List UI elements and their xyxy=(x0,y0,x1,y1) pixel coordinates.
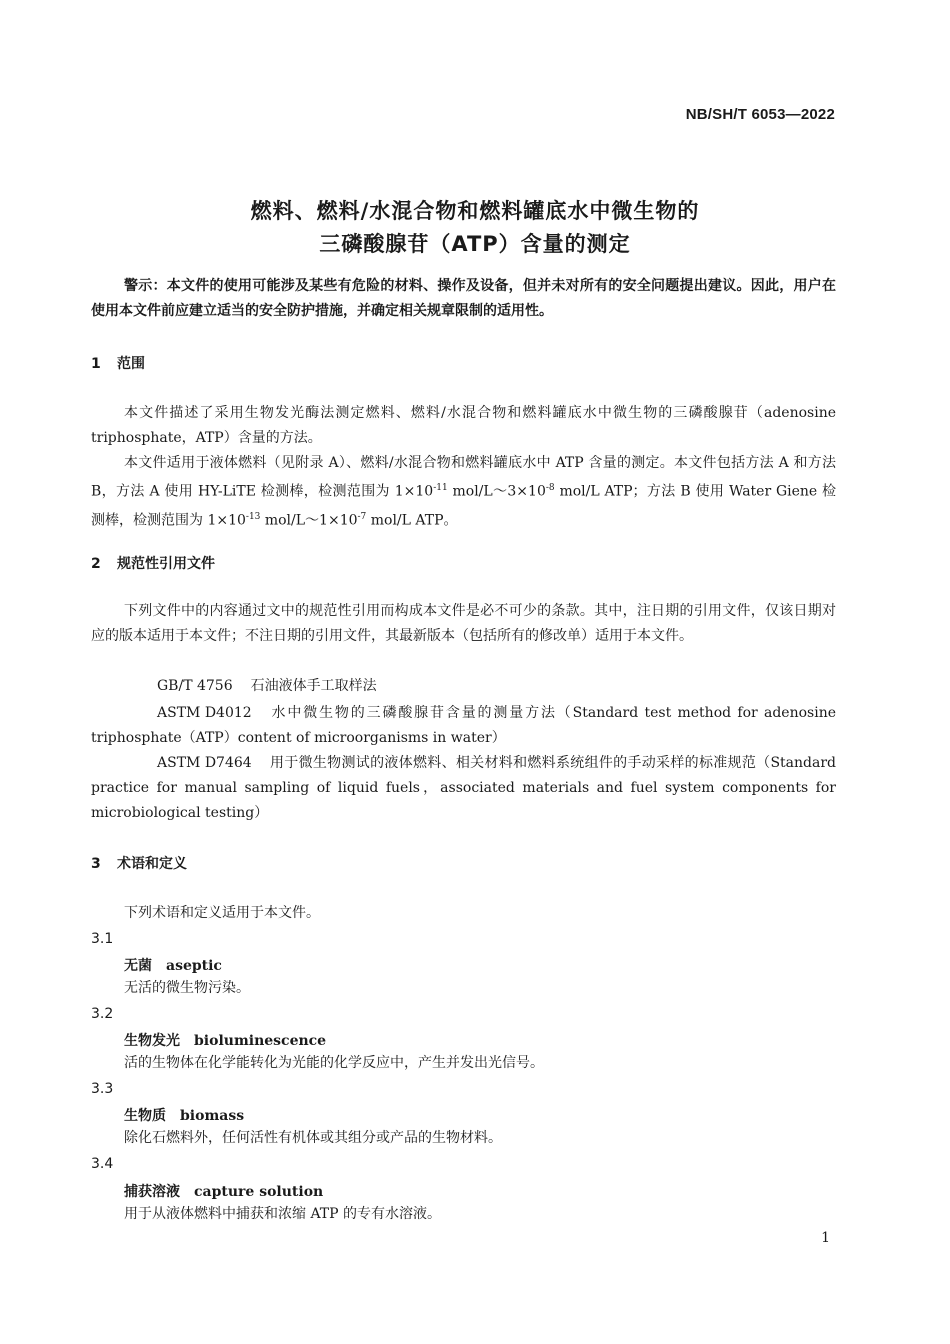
term-heading xyxy=(124,955,222,975)
reference-code: ASTM D4012 xyxy=(157,705,252,721)
term-zh: 生物质 xyxy=(124,1108,166,1124)
term-zh: 生物发光 xyxy=(124,1033,180,1049)
section-number: 3 xyxy=(91,856,101,872)
section-number: 1 xyxy=(91,356,101,372)
term-definition: 除化石燃料外，任何活性有机体或其组分或产品的生物材料。 xyxy=(124,1130,502,1146)
term-number: 3.1 xyxy=(91,931,114,947)
term-en: aseptic xyxy=(166,958,222,974)
term-definition: 无活的微生物污染。 xyxy=(124,980,250,996)
term-definition: 活的生物体在化学能转化为光能的化学反应中，产生并发出光信号。 xyxy=(124,1055,544,1071)
term-heading xyxy=(124,1030,326,1050)
reference-title: 水中微生物的三磷酸腺苷含量的测量方法（Standard test method for adenosine triphosphate（ATP）content of microorganisms in water） xyxy=(91,705,836,746)
exponent: -13 xyxy=(245,511,261,522)
section-number: 2 xyxy=(91,556,101,572)
scope-paragraph-2 xyxy=(91,451,836,533)
term-en: biomass xyxy=(180,1108,245,1124)
term-zh: 无菌 xyxy=(124,958,152,974)
section-title: 术语和定义 xyxy=(117,856,187,872)
term-heading xyxy=(124,1181,323,1201)
section-3-heading xyxy=(91,853,187,873)
normative-intro-paragraph: 下列文件中的内容通过文中的规范性引用而构成本文件是必不可少的条款。其中，注日期的引用文件，仅该日期对应的版本适用于本文件；不注日期的引用文件，其最新版本（包括所有的修改单）适用于本文件。 xyxy=(91,603,836,644)
terms-intro: 下列术语和定义适用于本文件。 xyxy=(124,905,320,921)
section-title: 范围 xyxy=(117,356,145,372)
exponent: -11 xyxy=(433,483,448,493)
term-heading xyxy=(124,1105,244,1125)
reference-title: 石油液体手工取样法 xyxy=(250,678,377,694)
section-2-heading xyxy=(91,553,215,573)
document-title-line2: 三磷酸腺苷（ATP）含量的测定 xyxy=(319,232,631,256)
scope-text: mol/L ATP。 xyxy=(366,512,458,529)
reference-title: 用于微生物测试的液体燃料、相关材料和燃料系统组件的手动采样的标准规范（Standard practice for manual sampling of liquid fuels，associated materials and fuel system components for microbiological testing） xyxy=(91,755,836,821)
reference-item xyxy=(91,674,836,699)
page-number: 1 xyxy=(821,1230,830,1246)
term-definition: 用于从液体燃料中捕获和浓缩 ATP 的专有水溶液。 xyxy=(124,1206,442,1222)
scope-text: mol/L～3×10 xyxy=(447,483,546,500)
scope-text: mol/L～1×10 xyxy=(260,512,358,529)
exponent: -7 xyxy=(357,511,367,522)
reference-item xyxy=(91,701,836,751)
term-number: 3.2 xyxy=(91,1006,114,1022)
reference-item xyxy=(91,751,836,826)
document-code: NB/SH/T 6053—2022 xyxy=(685,106,835,123)
term-zh: 捕获溶液 xyxy=(124,1184,180,1200)
term-en: capture solution xyxy=(194,1184,324,1200)
scope-text: mol/L ATP；方法 B 使用 Water Giene 检测棒，检测范围为 1×10 xyxy=(91,483,837,529)
exponent: -8 xyxy=(545,483,555,493)
reference-code: GB/T 4756 xyxy=(157,678,233,694)
warning-paragraph: 警示：本文件的使用可能涉及某些有危险的材料、操作及设备，但并未对所有的安全问题提出建议。因此，用户在使用本文件前应建立适当的安全防护措施，并确定相关规章限制的适用性。 xyxy=(91,278,836,319)
reference-code: ASTM D7464 xyxy=(157,755,252,771)
term-en: bioluminescence xyxy=(194,1033,327,1049)
section-1-heading xyxy=(91,353,145,373)
document-title-line1: 燃料、燃料/水混合物和燃料罐底水中微生物的 xyxy=(250,199,700,223)
term-number: 3.4 xyxy=(91,1156,114,1172)
scope-paragraph-1: 本文件描述了采用生物发光酶法测定燃料、燃料/水混合物和燃料罐底水中微生物的三磷酸腺苷（adenosine triphosphate，ATP）含量的方法。 xyxy=(91,405,836,446)
section-title: 规范性引用文件 xyxy=(117,556,215,572)
scope-text: 本文件适用于液体燃料（见附录 A）、燃料/水混合物和燃料罐底水中 ATP 含量的测定。本文件包括方法 A 和方法 B，方法 A 使用 HY-LiTE 检测棒，检测范围为 1×10 xyxy=(91,455,836,500)
term-number: 3.3 xyxy=(91,1081,114,1097)
